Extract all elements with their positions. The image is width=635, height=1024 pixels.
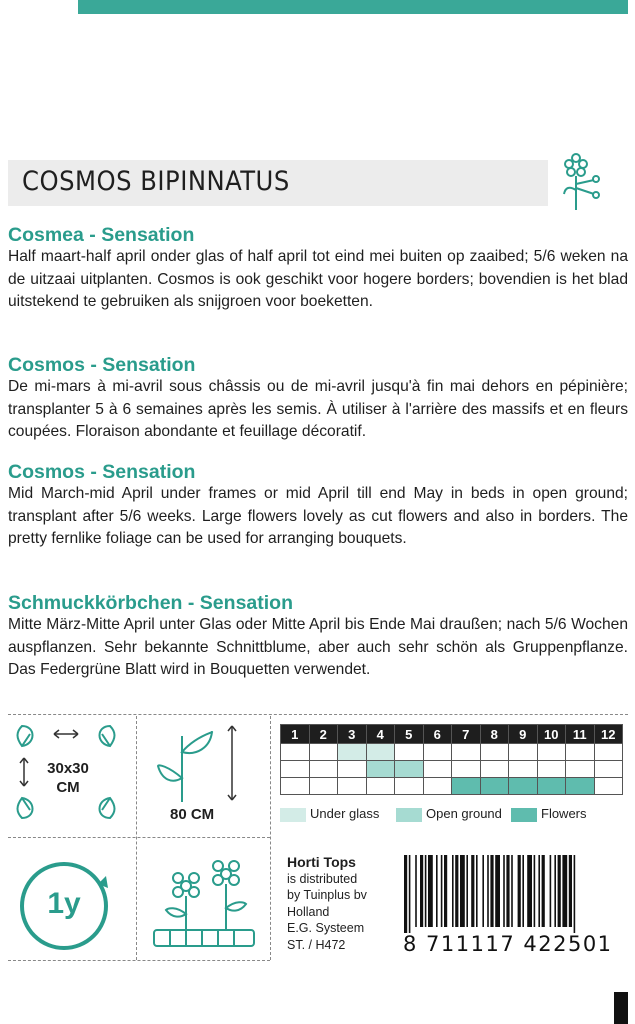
barcode-bar: [482, 855, 484, 927]
divider: [8, 837, 270, 838]
section-text: De mi-mars à mi-avril sous châssis ou de mi-avril jusqu'à fin mai dehors en pépinière; transplanter 5 à 6 semaines après les semis. À utiliser à l'arrière des massifs et en fleurs coupées. Floraison abondante et feuillage décoratif.: [8, 378, 628, 440]
barcode-bar: [487, 855, 489, 927]
barcode-bar: [518, 855, 521, 927]
calendar-row-open-ground: [281, 761, 623, 778]
barcode-bar: [511, 855, 513, 927]
divider: [136, 716, 137, 960]
distributor-info: Horti Tops is distributed by Tuinplus bv Holland E.G. Systeem ST. / H472: [287, 854, 367, 952]
lifecycle-label: 1y: [47, 887, 81, 920]
barcode-bar: [558, 855, 561, 927]
barcode-bar: [550, 855, 552, 927]
barcode-bar: [425, 855, 427, 927]
edge-mark: [614, 992, 628, 1024]
barcode-bar: [428, 855, 433, 927]
barcode-graphic: [400, 855, 630, 933]
section-title: Cosmea - Sensation: [8, 224, 195, 246]
month-cell: 3: [338, 725, 367, 744]
barcode-bar: [522, 855, 524, 927]
brand-name: Horti Tops: [287, 854, 356, 870]
barcode-bar: [471, 855, 474, 927]
month-cell: 10: [537, 725, 566, 744]
barcode-bar: [527, 855, 532, 927]
calendar-row-flowers: [281, 778, 623, 795]
barcode-bar: [404, 855, 407, 933]
barcode-bar: [506, 855, 509, 927]
barcode-bar: [542, 855, 545, 927]
legend-flowers: Flowers: [511, 806, 587, 822]
section-title: Cosmos - Sensation: [8, 354, 196, 376]
barcode-bar: [420, 855, 423, 927]
month-cell: 9: [509, 725, 538, 744]
barcode-bar: [466, 855, 468, 927]
barcode-bar: [490, 855, 493, 927]
section-french: [8, 354, 628, 444]
barcode-bar: [415, 855, 417, 927]
barcode-bar: [409, 855, 411, 933]
divider: [8, 960, 270, 961]
barcode-bar: [441, 855, 443, 927]
barcode-bar: [444, 855, 447, 927]
month-cell: 8: [480, 725, 509, 744]
calendar-row-under-glass: [281, 744, 623, 761]
section-dutch: [8, 224, 628, 314]
height-label: 80 CM: [170, 806, 215, 823]
section-english: [8, 461, 628, 551]
barcode-bar: [476, 855, 478, 927]
barcode-bar: [534, 855, 536, 927]
barcode-bar: [569, 855, 572, 927]
month-cell: 11: [566, 725, 595, 744]
month-cell: 2: [309, 725, 338, 744]
divider: [8, 714, 628, 715]
legend-under-glass: Under glass: [280, 806, 379, 822]
barcode-bar: [495, 855, 500, 927]
legend-open-ground: Open ground: [396, 806, 502, 822]
section-text: Mitte März-Mitte April unter Glas oder Mitte April bis Ende Mai draußen; nach 5/6 Wochen auspflanzen. Sehr bekannte Schnittblume, aber auch sehr schön als Gruppenpflanze. Das Federgrüne Blatt wird in Bouquetten verwendet.: [8, 616, 628, 678]
section-german: [8, 592, 628, 682]
section-text: Mid March-mid April under frames or mid April till end May in beds in open ground; transplant after 5/6 weeks. Large flowers lovely as cut flowers and also in borders. The pretty fernlike foliage can be used for arranging bouquets.: [8, 485, 628, 547]
barcode-bar: [554, 855, 556, 927]
seedling-tray-icon: [148, 848, 260, 956]
barcode-bar: [574, 855, 576, 933]
barcode-number: 8 711117 422501: [403, 932, 613, 956]
barcode-bar: [452, 855, 454, 927]
barcode-bar: [460, 855, 465, 927]
section-title: Cosmos - Sensation: [8, 461, 196, 483]
month-cell: 1: [281, 725, 310, 744]
sowing-calendar: [280, 724, 623, 795]
barcode-bar: [503, 855, 505, 927]
plant-height-icon: [152, 722, 252, 808]
barcode-bar: [455, 855, 458, 927]
latin-name: COSMOS BIPINNATUS: [22, 166, 290, 197]
month-cell: 4: [366, 725, 395, 744]
section-text: Half maart-half april onder glas of half april tot eind mei buiten op zaaibed; 5/6 weken na de uitzaai uitplanten. Cosmos is ook geschikt voor hogere borders; bovendien is het blad uitstekend te gebruiken als snijgroen voor boeketten.: [8, 248, 628, 310]
month-cell: 6: [423, 725, 452, 744]
month-cell: 5: [395, 725, 424, 744]
month-cell: 7: [452, 725, 481, 744]
spacing-label: 30x30 CM: [47, 760, 89, 796]
section-title: Schmuckkörbchen - Sensation: [8, 592, 293, 614]
barcode-bar: [562, 855, 567, 927]
flower-scissors-icon: [554, 150, 602, 214]
month-cell: 12: [594, 725, 623, 744]
barcode-bar: [436, 855, 438, 927]
barcode-bar: [538, 855, 540, 927]
top-color-band: [78, 0, 628, 14]
divider: [270, 716, 271, 960]
